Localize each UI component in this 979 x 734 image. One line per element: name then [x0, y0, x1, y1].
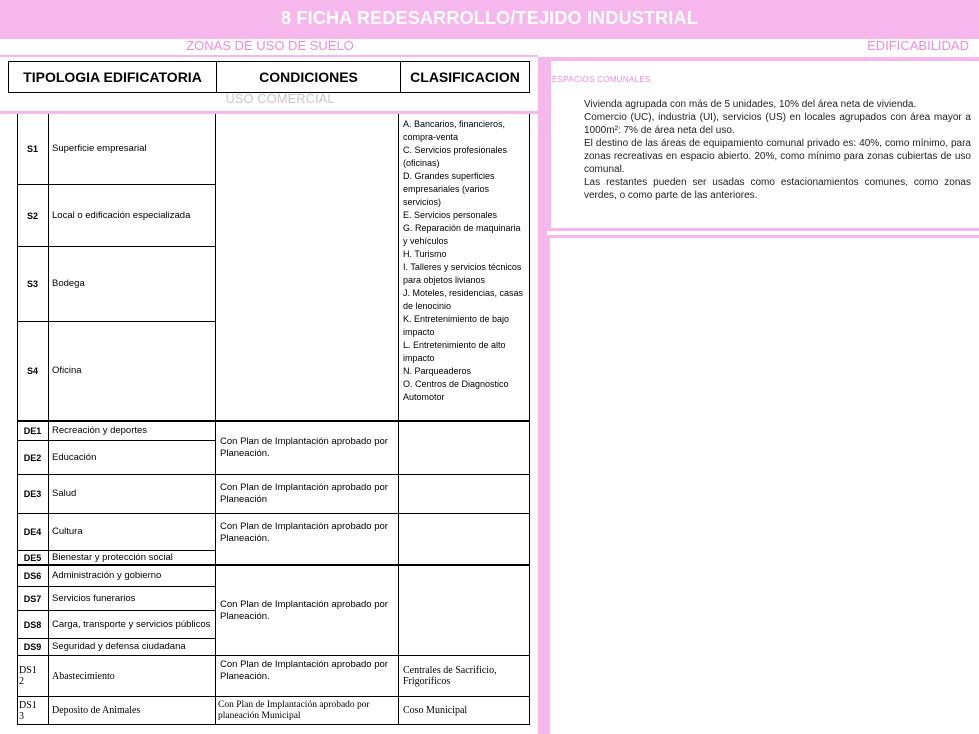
list-item: D. Grandes superficies empresariales (varios servicios)	[403, 171, 495, 207]
espacios-comunales-title: ESPACIOS COMUNALES	[552, 75, 651, 84]
table-row-label: Bodega	[52, 278, 85, 289]
table-row-label: Bienestar y protección social	[52, 551, 173, 563]
condition-cell: Con Plan de Implantación aprobado por planeación Municipal	[218, 699, 370, 721]
table-row-label: Cultura	[52, 526, 83, 537]
right-panel-sep1	[547, 228, 979, 231]
table-row-code: DS9	[23, 642, 42, 652]
section-heading-edificabilidad: EDIFICABILIDAD	[867, 38, 969, 53]
header-tipologia: TIPOLOGIA EDIFICATORIA	[9, 62, 217, 92]
condition-cell: Con Plan de Implantación aprobado por Planeación.	[220, 521, 388, 544]
table-row-label: Administración y gobierno	[52, 570, 162, 581]
paragraph: Comercio (UC), industria (UI), servicios (US) en locales agrupados con área mayor a 1000m²: 7% de área neta del uso.	[584, 112, 971, 136]
paragraph: Vivienda agrupada con más de 5 unidades, 10% del área neta de vivienda.	[584, 99, 917, 110]
list-item: J. Moteles, residencias, casas de lenocinio	[403, 288, 524, 311]
clasificacion-cell: Centrales de Sacrificio, Frigoríficos	[403, 665, 497, 687]
table-row-label: Salud	[52, 488, 77, 499]
table-row-label: Superficie empresarial	[52, 143, 147, 154]
header-condiciones: CONDICIONES	[217, 62, 401, 92]
list-item: E. Servicios personales	[403, 210, 498, 220]
table-row-label: Carga, transporte y servicios públicos	[52, 618, 211, 630]
list-item: K. Entretenimiento de bajo impacto	[403, 314, 510, 337]
paragraph: El destino de las áreas de equipamiento comunal privado es: 40%, como mínimo, para zonas recreativas en espacio abierto. 20%, como mínimo para zonas cubiertas de uso comunal.	[584, 138, 971, 175]
table-row-label: Educación	[52, 451, 97, 463]
condition-cell: Con Plan de Implantación aprobado por Planeación.	[220, 436, 388, 459]
right-panel-sep2	[547, 235, 979, 238]
list-item: O. Centros de Diagnostico Automotor	[403, 379, 509, 402]
table-row-label: Seguridad y defensa ciudadana	[52, 641, 186, 652]
table-row-label: Local o edificación especializada	[52, 209, 191, 221]
table-row-code: DS12	[19, 665, 37, 687]
list-item: A. Bancarios, financieros, compra-venta	[403, 119, 506, 142]
right-panel-left-line	[547, 61, 551, 231]
table-row-code: DS13	[19, 699, 37, 722]
right-panel-top-line	[547, 57, 979, 61]
table-row-code: DE2	[23, 452, 42, 463]
list-item: N. Parqueaderos	[403, 366, 472, 376]
uso-comercial-label: USO COMERCIAL	[225, 91, 335, 106]
table-row-code: DS8	[23, 619, 42, 630]
table-row-code: S4	[26, 366, 38, 376]
list-item: H. Turismo	[403, 249, 447, 259]
condition-cell: Con Plan de Implantación aprobado por Planeación.	[220, 659, 388, 682]
table-row-code: DE5	[23, 552, 42, 563]
list-item: G. Reparación de maquinaria y vehículos	[403, 223, 521, 246]
table-row-label: Servicios funerarios	[52, 592, 136, 604]
list-item: I. Talleres y servicios técnicos para objetos livianos	[403, 262, 522, 285]
table-row-label: Oficina	[52, 365, 82, 376]
table-row-code: S1	[26, 144, 38, 154]
list-item: C. Servicios profesionales (oficinas)	[403, 145, 508, 168]
page-title: 8 FICHA REDESARROLLO/TEJIDO INDUSTRIAL	[0, 0, 979, 37]
table-row-code: DS6	[23, 571, 42, 581]
section-heading-zonas: ZONAS DE USO DE SUELO	[186, 38, 354, 53]
left-divider-line	[0, 55, 538, 57]
table-row-code: DE3	[23, 489, 42, 499]
table-row-label: Deposito de Animales	[52, 705, 141, 716]
table-row-label: Abastecimiento	[52, 670, 115, 682]
condition-cell: Con Plan de Implantación aprobado por Planeación.	[220, 598, 388, 622]
table-row-code: S3	[26, 279, 38, 289]
paragraph: Las restantes pueden ser usadas como estacionamientos comunes, como zonas verdes, o como parte de las anteriores.	[584, 177, 971, 201]
clasificacion-list	[403, 118, 527, 404]
table-row-code: DE1	[23, 426, 42, 436]
uso-table	[17, 114, 530, 725]
table-row-label: Recreación y deportes	[52, 425, 148, 436]
right-panel-lower-left-line	[547, 238, 550, 734]
table-row-code: DS7	[23, 593, 42, 604]
table-header	[8, 61, 530, 93]
list-item: L. Entretenimiento de alto impacto	[403, 340, 506, 363]
table-row-code: S2	[26, 210, 38, 221]
table-row-code: DE4	[23, 527, 42, 537]
header-clasificacion: CLASIFICACION	[410, 69, 520, 85]
condition-cell: Con Plan de Implantación aprobado por Planeación	[220, 482, 388, 505]
espacios-comunales-text	[584, 98, 971, 202]
vertical-divider	[538, 57, 547, 734]
clasificacion-cell: Coso Municipal	[403, 705, 468, 716]
